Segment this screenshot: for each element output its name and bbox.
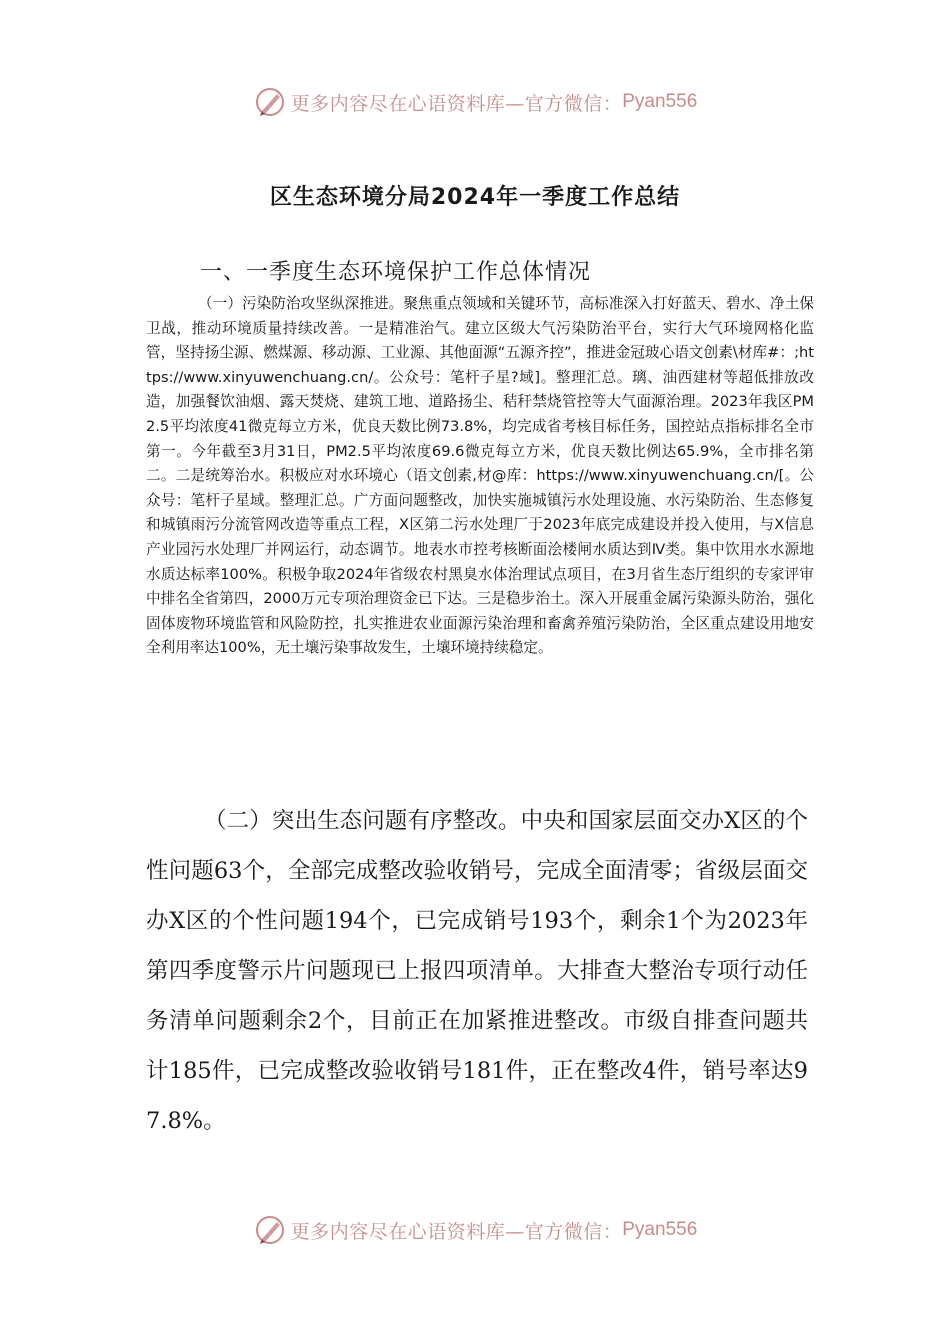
document-title: 区生态环境分局2024年一季度工作总结 — [269, 185, 681, 210]
watermark-banner-top — [0, 82, 950, 122]
paragraph-rectification: （二）突出生态问题有序整改。中央和国家层面交办X区的个性问题63个，全部完成整改验收销号，完成全面清零；省级层面交办X区的个性问题194个，已完成销号193个，剩余1个为2023年第四季度警示片问题现已上报四项清单。大排查大整治专项行动任务清单问题剩余2个，目前正在加紧推进整改。市级自排查问题共计185件，已完成整改验收销号181件，正在整改4件，销号率达97.8%。 — [146, 808, 808, 1134]
watermark-wechat-id: Pyan556 — [622, 91, 698, 112]
section-heading: 一、一季度生态环境保护工作总体情况 — [200, 260, 592, 285]
watermark-text: 更多内容尽在心语资料库—官方微信： — [290, 1220, 623, 1243]
watermark-wechat-id: Pyan556 — [622, 1219, 698, 1240]
pen-logo-icon — [253, 1213, 287, 1247]
pen-logo-icon — [253, 85, 287, 119]
watermark-text: 更多内容尽在心语资料库—官方微信： — [290, 92, 623, 115]
watermark-banner-bottom — [0, 1210, 950, 1250]
paragraph-pollution-control: （一）污染防治攻坚纵深推进。聚焦重点领域和关键环节，高标准深入打好蓝天、碧水、净土保卫战，推动环境质量持续改善。一是精准治气。建立区级大气污染防治平台，实行大气环境网格化监管，坚持扬尘源、燃煤源、移动源、工业源、其他面源“五源齐控”，推进金冠玻心语文创素\材库#：;https://www.xinyuwenchuang.cn/。公众号：笔杆子星?域]。整理汇总。璃、油西建材等超低排放改造，加强餐饮油烟、露天焚烧、建筑工地、道路扬尘、秸秆禁烧管控等大气面源治理。2023年我区PM2.5平均浓度41微克每立方米，优良天数比例73.8%，均完成省考核目标任务，国控站点指标排名全市第一。今年截至3月31日，PM2.5平均浓度69.6微克每立方米，优良天数比例达65.9%，全市排名第二。二是统筹治水。积极应对水环境心（语文创素,材@库：https://www.xinyuwenchuang.cn/[。公众号：笔杆子星域。整理汇总。广方面问题整改，加快实施城镇污水处理设施、水污染防治、生态修复和城镇雨污分流管网改造等重点工程，X区第二污水处理厂于2023年底完成建设并投入使用，与X信息产业园污水处理厂并网运行，动态调节。地表水市控考核断面浍楼闸水质达到Ⅳ类。集中饮用水水源地水质达标率100%。积极争取2024年省级农村黑臭水体治理试点项目，在3月省生态厅组织的专家评审中排名全省第四，2000万元专项治理资金已下达。三是稳步治土。深入开展重金属污染源头防治，强化固体废物环境监管和风险防控，扎实推进农业面源污染治理和畜禽养殖污染防治，全区重点建设用地安全利用率达100%，无土壤污染事故发生，土壤环境持续稳定。 — [146, 295, 814, 657]
